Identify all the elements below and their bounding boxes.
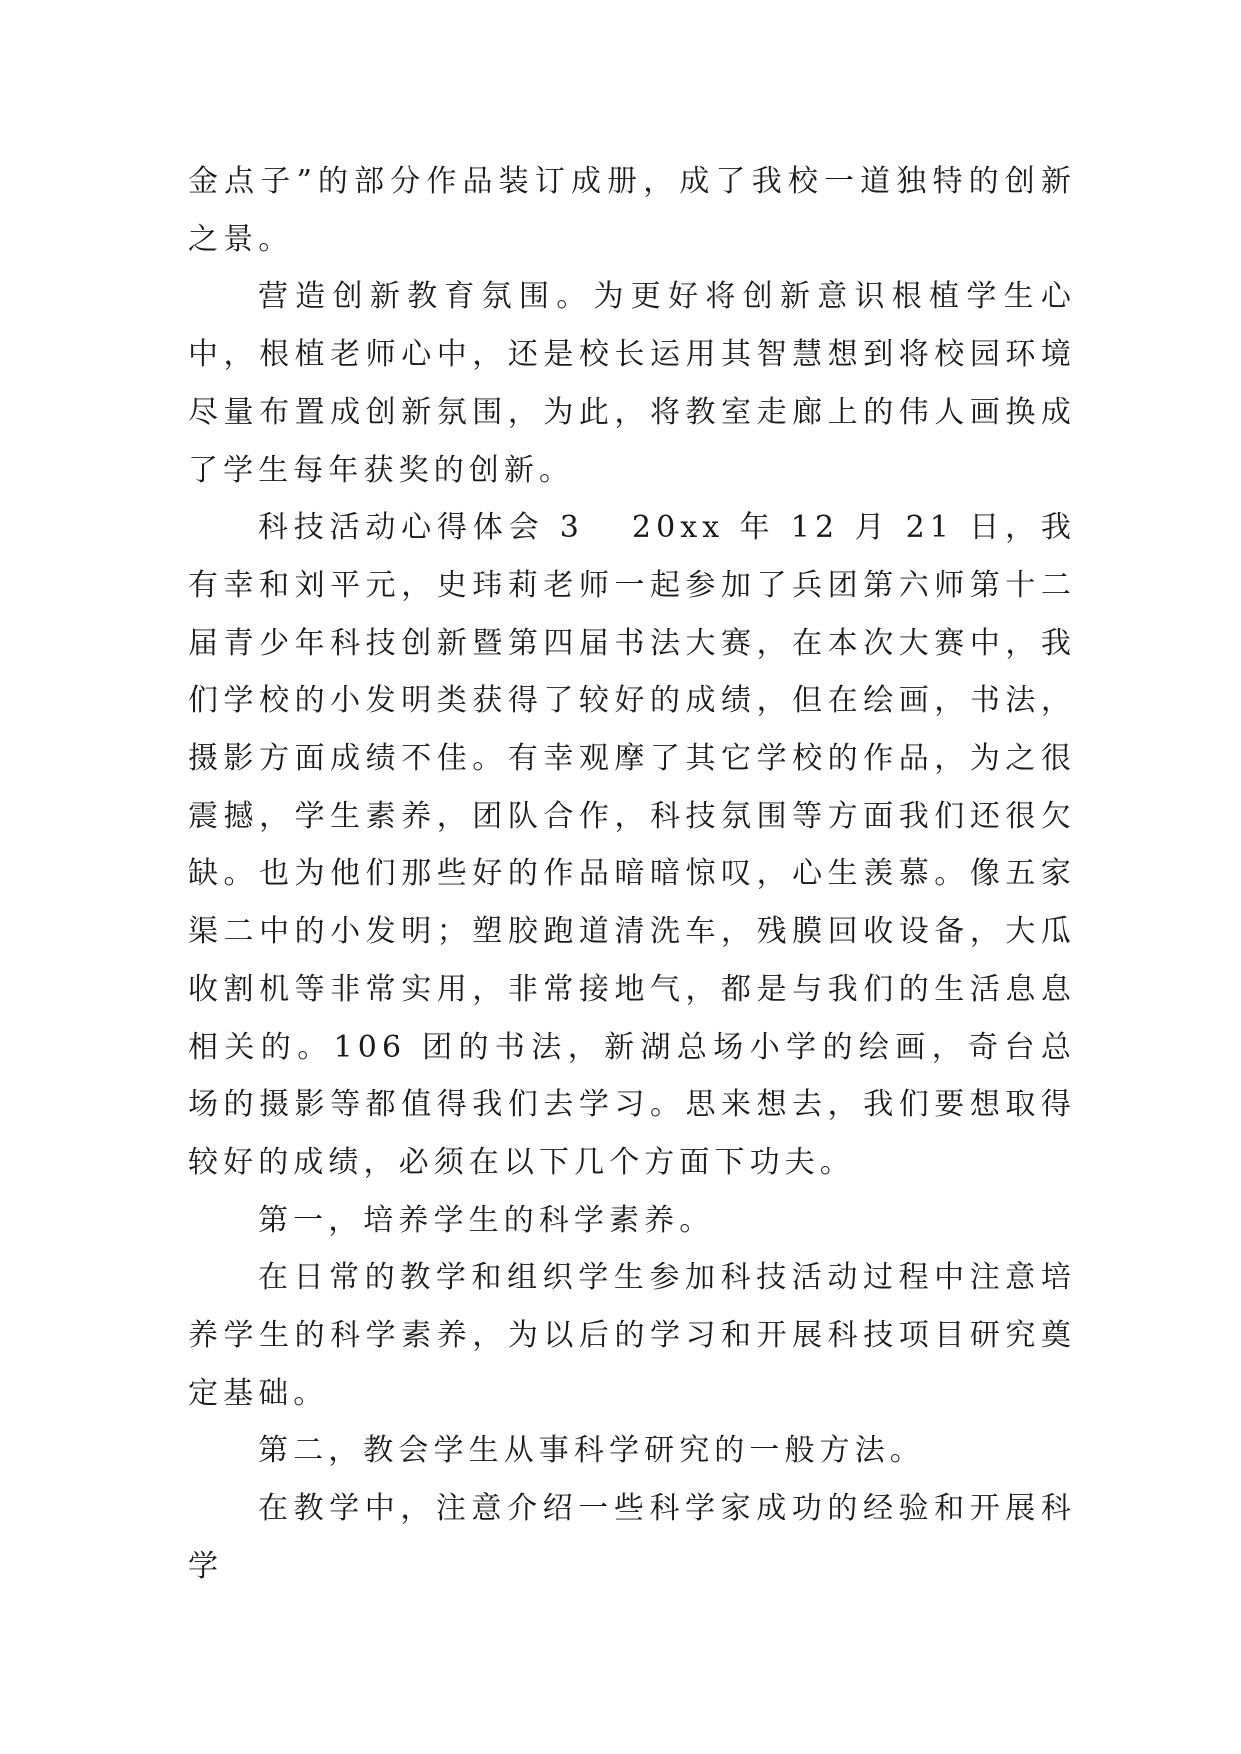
paragraph-point-two-detail: 在教学中，注意介绍一些科学家成功的经验和开展科学 [188, 1491, 1076, 1584]
section-heading: 科技活动心得体会 3 [258, 510, 584, 546]
paragraph-section-3 [188, 499, 1076, 1191]
paragraph-point-two: 第二，教会学生从事科学研究的一般方法。 [258, 1433, 925, 1469]
paragraph-point-one: 第一，培养学生的科学素养。 [258, 1202, 715, 1238]
section-body: 20xx 年 12 月 21 日，我有幸和刘平元，史玮莉老师一起参加了兵团第六师第十二届青少年科技创新暨第四届书法大赛，在本次大赛中，我们学校的小发明类获得了较好的成绩，但在绘画，书法，摄影方面成绩不佳。有幸观摩了其它学校的作品，为之很震撼，学生素养，团队合作，科技氛围等方面我们还很欠缺。也为他们那些好的作品暗暗惊叹，心生羡慕。像五家渠二中的小发明；塑胶跑道清洗车，残膜回收设备，大瓜收割机等非常实用，非常接地气，都是与我们的生活息息相关的。106 团的书法，新湖总场小学的绘画，奇台总场的摄影等都值得我们去学习。思来想去，我们要想取得较好的成绩，必须在以下几个方面下功夫。 [188, 510, 1076, 1180]
paragraph-continuation: 金点子”的部分作品装订成册，成了我校一道独特的创新之景。 [188, 164, 1076, 257]
paragraph-innovation-atmosphere: 营造创新教育氛围。为更好将创新意识根植学生心中，根植老师心中，还是校长运用其智慧想到将校园环境尽量布置成创新氛围，为此，将教室走廊上的伟人画换成了学生每年获奖的创新。 [188, 279, 1076, 488]
document-body [188, 153, 1076, 1596]
paragraph-point-one-detail: 在日常的教学和组织学生参加科技活动过程中注意培养学生的科学素养，为以后的学习和开展科技项目研究奠定基础。 [188, 1260, 1076, 1411]
